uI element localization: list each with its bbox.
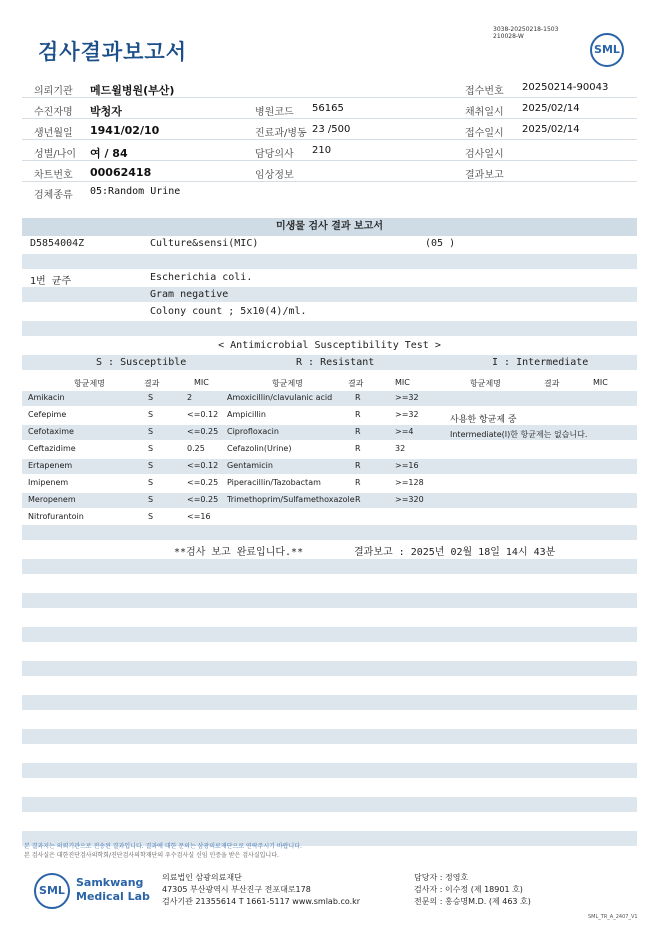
- institution-value: 메드윌병원(부산): [90, 84, 175, 97]
- document-id: [493, 26, 558, 40]
- drug-name: Cefepime: [28, 410, 67, 419]
- doctor-value: 210: [312, 145, 332, 156]
- drug-name: Cefazolin(Urine): [227, 444, 292, 453]
- info-row-birth: [22, 120, 637, 140]
- report-label: 결과보고: [465, 170, 504, 181]
- drug-name: Ampicillin: [227, 410, 266, 419]
- institution-label: 의뢰기관: [34, 86, 73, 97]
- gram-row: [22, 287, 637, 304]
- col-drug: 항균제명: [272, 379, 303, 388]
- document-id-line2: 210028-W: [493, 33, 524, 40]
- specimen-label: 검체종류: [34, 190, 73, 201]
- band: [22, 627, 637, 642]
- band: [22, 729, 637, 744]
- patient-label: 수진자명: [34, 107, 73, 118]
- drug-name: Trimethoprim/Sulfamethoxazole: [227, 495, 355, 504]
- drug-result: R: [355, 495, 361, 504]
- sign-tester: 검사자 : 이수정 (제 18901 호): [414, 885, 523, 894]
- drug-result: R: [355, 461, 361, 470]
- drug-result: S: [148, 410, 154, 419]
- birth-label: 생년월일: [34, 128, 73, 139]
- legend-intermediate: I : Intermediate: [492, 357, 589, 368]
- sign-info: [414, 872, 531, 908]
- drug-mic: <=0.25: [187, 495, 219, 504]
- drug-result: R: [355, 427, 361, 436]
- drug-name: Imipenem: [28, 478, 69, 487]
- col-mic: MIC: [593, 378, 608, 387]
- drug-name: Meropenem: [28, 495, 76, 504]
- sex-age-label: 성별/나이: [34, 149, 77, 160]
- hospital-code-label: 병원코드: [255, 107, 294, 118]
- band: [22, 695, 637, 710]
- drug-name: Amikacin: [28, 393, 65, 402]
- drug-mic: 32: [395, 444, 406, 453]
- lab-logo-mark: SML: [34, 873, 70, 909]
- legend-susceptible: S : Susceptible: [96, 357, 187, 368]
- micro-section-title: 미생물 검사 결과 보고서: [22, 218, 637, 236]
- drug-mic: >=32: [395, 410, 419, 419]
- receipt-no-value: 20250214-90043: [522, 82, 609, 93]
- test-row: [22, 236, 637, 253]
- intermediate-note-1: 사용한 항균제 중: [450, 415, 517, 425]
- test-code: D5854004Z: [30, 238, 85, 249]
- lab-name: [76, 876, 150, 904]
- receipt-date-value: 2025/02/14: [522, 124, 580, 135]
- drug-name: Piperacillin/Tazobactam: [227, 478, 321, 487]
- test-date-label: 검사일시: [465, 149, 504, 160]
- drug-mic: >=16: [395, 461, 419, 470]
- drug-result: R: [355, 478, 361, 487]
- ast-row: [22, 457, 637, 474]
- drug-name: Amoxicillin/clavulanic acid: [227, 393, 333, 402]
- info-row-patient: [22, 99, 637, 119]
- collection-date-label: 채취일시: [465, 107, 504, 118]
- drug-mic: >=4: [395, 427, 414, 436]
- ast-row: [22, 474, 637, 491]
- drug-name: Cefotaxime: [28, 427, 74, 436]
- drug-mic: >=320: [395, 495, 424, 504]
- legend-row: [22, 355, 637, 372]
- footer-notice-1: 본 결과지는 의뢰기관으로 전송된 결과입니다. 결과에 대한 문의는 삼광의료재단으로 연락주시기 바랍니다.: [24, 843, 302, 850]
- col-result: 결과: [348, 379, 364, 388]
- drug-name: Nitrofurantoin: [28, 512, 84, 521]
- col-mic: MIC: [194, 378, 209, 387]
- drug-name: Ciprofloxacin: [227, 427, 279, 436]
- drug-mic: >=32: [395, 393, 419, 402]
- drug-result: R: [355, 393, 361, 402]
- sex-age-value: 여 / 84: [90, 147, 128, 160]
- sml-logo: SML: [590, 33, 624, 67]
- note-row-1: [22, 408, 637, 425]
- drug-mic: 2: [187, 393, 193, 402]
- drug-mic: <=16: [187, 512, 211, 521]
- chart-label: 차트번호: [34, 170, 73, 181]
- sign-doctor: 전문의 : 홍승명M.D. (제 463 호): [414, 897, 531, 906]
- drug-result: S: [148, 478, 154, 487]
- drug-mic: <=0.25: [187, 478, 219, 487]
- drug-mic: >=128: [395, 478, 424, 487]
- gram-stain: Gram negative: [150, 289, 229, 300]
- col-drug: 항균제명: [74, 379, 105, 388]
- band: [22, 525, 637, 540]
- chart-value: 00062418: [90, 166, 152, 179]
- lab-name-line2: Medical Lab: [76, 890, 150, 903]
- drug-result: S: [148, 427, 154, 436]
- form-code: SML_TR_A_2407_V1: [588, 914, 638, 920]
- footer-notice-2: 본 검사실은 대한진단검사의학회/진단검사의학재단의 우수검사실 신임 인증을 받은 검사실입니다.: [24, 852, 279, 859]
- drug-result: S: [148, 461, 154, 470]
- ast-title: < Antimicrobial Susceptibility Test >: [218, 340, 441, 351]
- info-row-sex: [22, 141, 637, 161]
- organism: Escherichia coli.: [150, 272, 253, 283]
- band: [22, 254, 637, 269]
- receipt-date-label: 접수일시: [465, 128, 504, 139]
- dept-value: 23 /500: [312, 124, 351, 135]
- page-title: 검사결과보고서: [38, 40, 188, 64]
- intermediate-note-2: Intermediate(I)한 항균제는 없습니다.: [450, 430, 588, 439]
- test-name: Culture&sensi(MIC): [150, 238, 259, 249]
- isolate-label: 1번 균주: [30, 276, 72, 287]
- drug-name: Ertapenem: [28, 461, 73, 470]
- col-mic: MIC: [395, 378, 410, 387]
- hospital-code-value: 56165: [312, 103, 344, 114]
- band: [22, 797, 637, 812]
- col-result: 결과: [544, 379, 560, 388]
- band: [22, 661, 637, 676]
- lab-address: 47305 부산광역시 부산진구 전포대로178: [162, 885, 311, 894]
- ast-row: [22, 491, 637, 508]
- clinical-label: 임상정보: [255, 170, 294, 181]
- drug-name: Ceftazidime: [28, 444, 76, 453]
- drug-result: S: [148, 444, 154, 453]
- collection-date-value: 2025/02/14: [522, 103, 580, 114]
- lab-info: [162, 872, 360, 908]
- specimen-value: 05:Random Urine: [90, 186, 181, 197]
- document-id-line1: 3038-20250218-1503: [493, 26, 559, 33]
- test-no: (05 ): [425, 238, 456, 249]
- drug-mic: 0.25: [187, 444, 205, 453]
- report-time: 결과보고 : 2025년 02월 18일 14시 43분: [354, 547, 556, 558]
- ast-row: [22, 389, 637, 406]
- report-complete: **검사 보고 완료입니다.**: [174, 547, 304, 558]
- ast-row: [22, 440, 637, 457]
- dept-label: 진료과/병동: [255, 128, 307, 139]
- colony-count: Colony count ; 5x10(4)/ml.: [150, 306, 307, 317]
- legend-resistant: R : Resistant: [296, 357, 375, 368]
- band: [22, 559, 637, 574]
- band: [22, 321, 637, 336]
- col-result: 결과: [144, 379, 160, 388]
- receipt-no-label: 접수번호: [465, 86, 504, 97]
- col-drug: 항균제명: [470, 379, 501, 388]
- drug-result: S: [148, 512, 154, 521]
- lab-name-line1: Samkwang: [76, 876, 144, 889]
- info-row-institution: [22, 78, 637, 98]
- drug-mic: <=0.25: [187, 427, 219, 436]
- drug-result: R: [355, 444, 361, 453]
- drug-mic: <=0.12: [187, 461, 219, 470]
- note-row-2: [22, 425, 637, 442]
- drug-name: Gentamicin: [227, 461, 273, 470]
- band: [22, 763, 637, 778]
- info-row-chart: [22, 162, 637, 182]
- ast-row: [22, 508, 637, 525]
- lab-corp: 의료법인 삼광의료재단: [162, 873, 242, 882]
- drug-result: S: [148, 393, 154, 402]
- lab-contact: 검사기관 21355614 T 1661-5117 www.smlab.co.kr: [162, 897, 361, 906]
- drug-result: R: [355, 410, 361, 419]
- colony-row: [22, 304, 637, 321]
- ast-title-row: [22, 338, 637, 355]
- band: [22, 593, 637, 608]
- sign-owner: 담당자 : 정영호: [414, 873, 469, 882]
- info-row-specimen: [22, 182, 637, 202]
- doctor-label: 담당의사: [255, 149, 294, 160]
- drug-mic: <=0.12: [187, 410, 219, 419]
- patient-value: 박청자: [90, 105, 122, 118]
- drug-result: S: [148, 495, 154, 504]
- birth-value: 1941/02/10: [90, 124, 160, 137]
- isolate-row: [22, 270, 637, 287]
- complete-row: [22, 541, 637, 558]
